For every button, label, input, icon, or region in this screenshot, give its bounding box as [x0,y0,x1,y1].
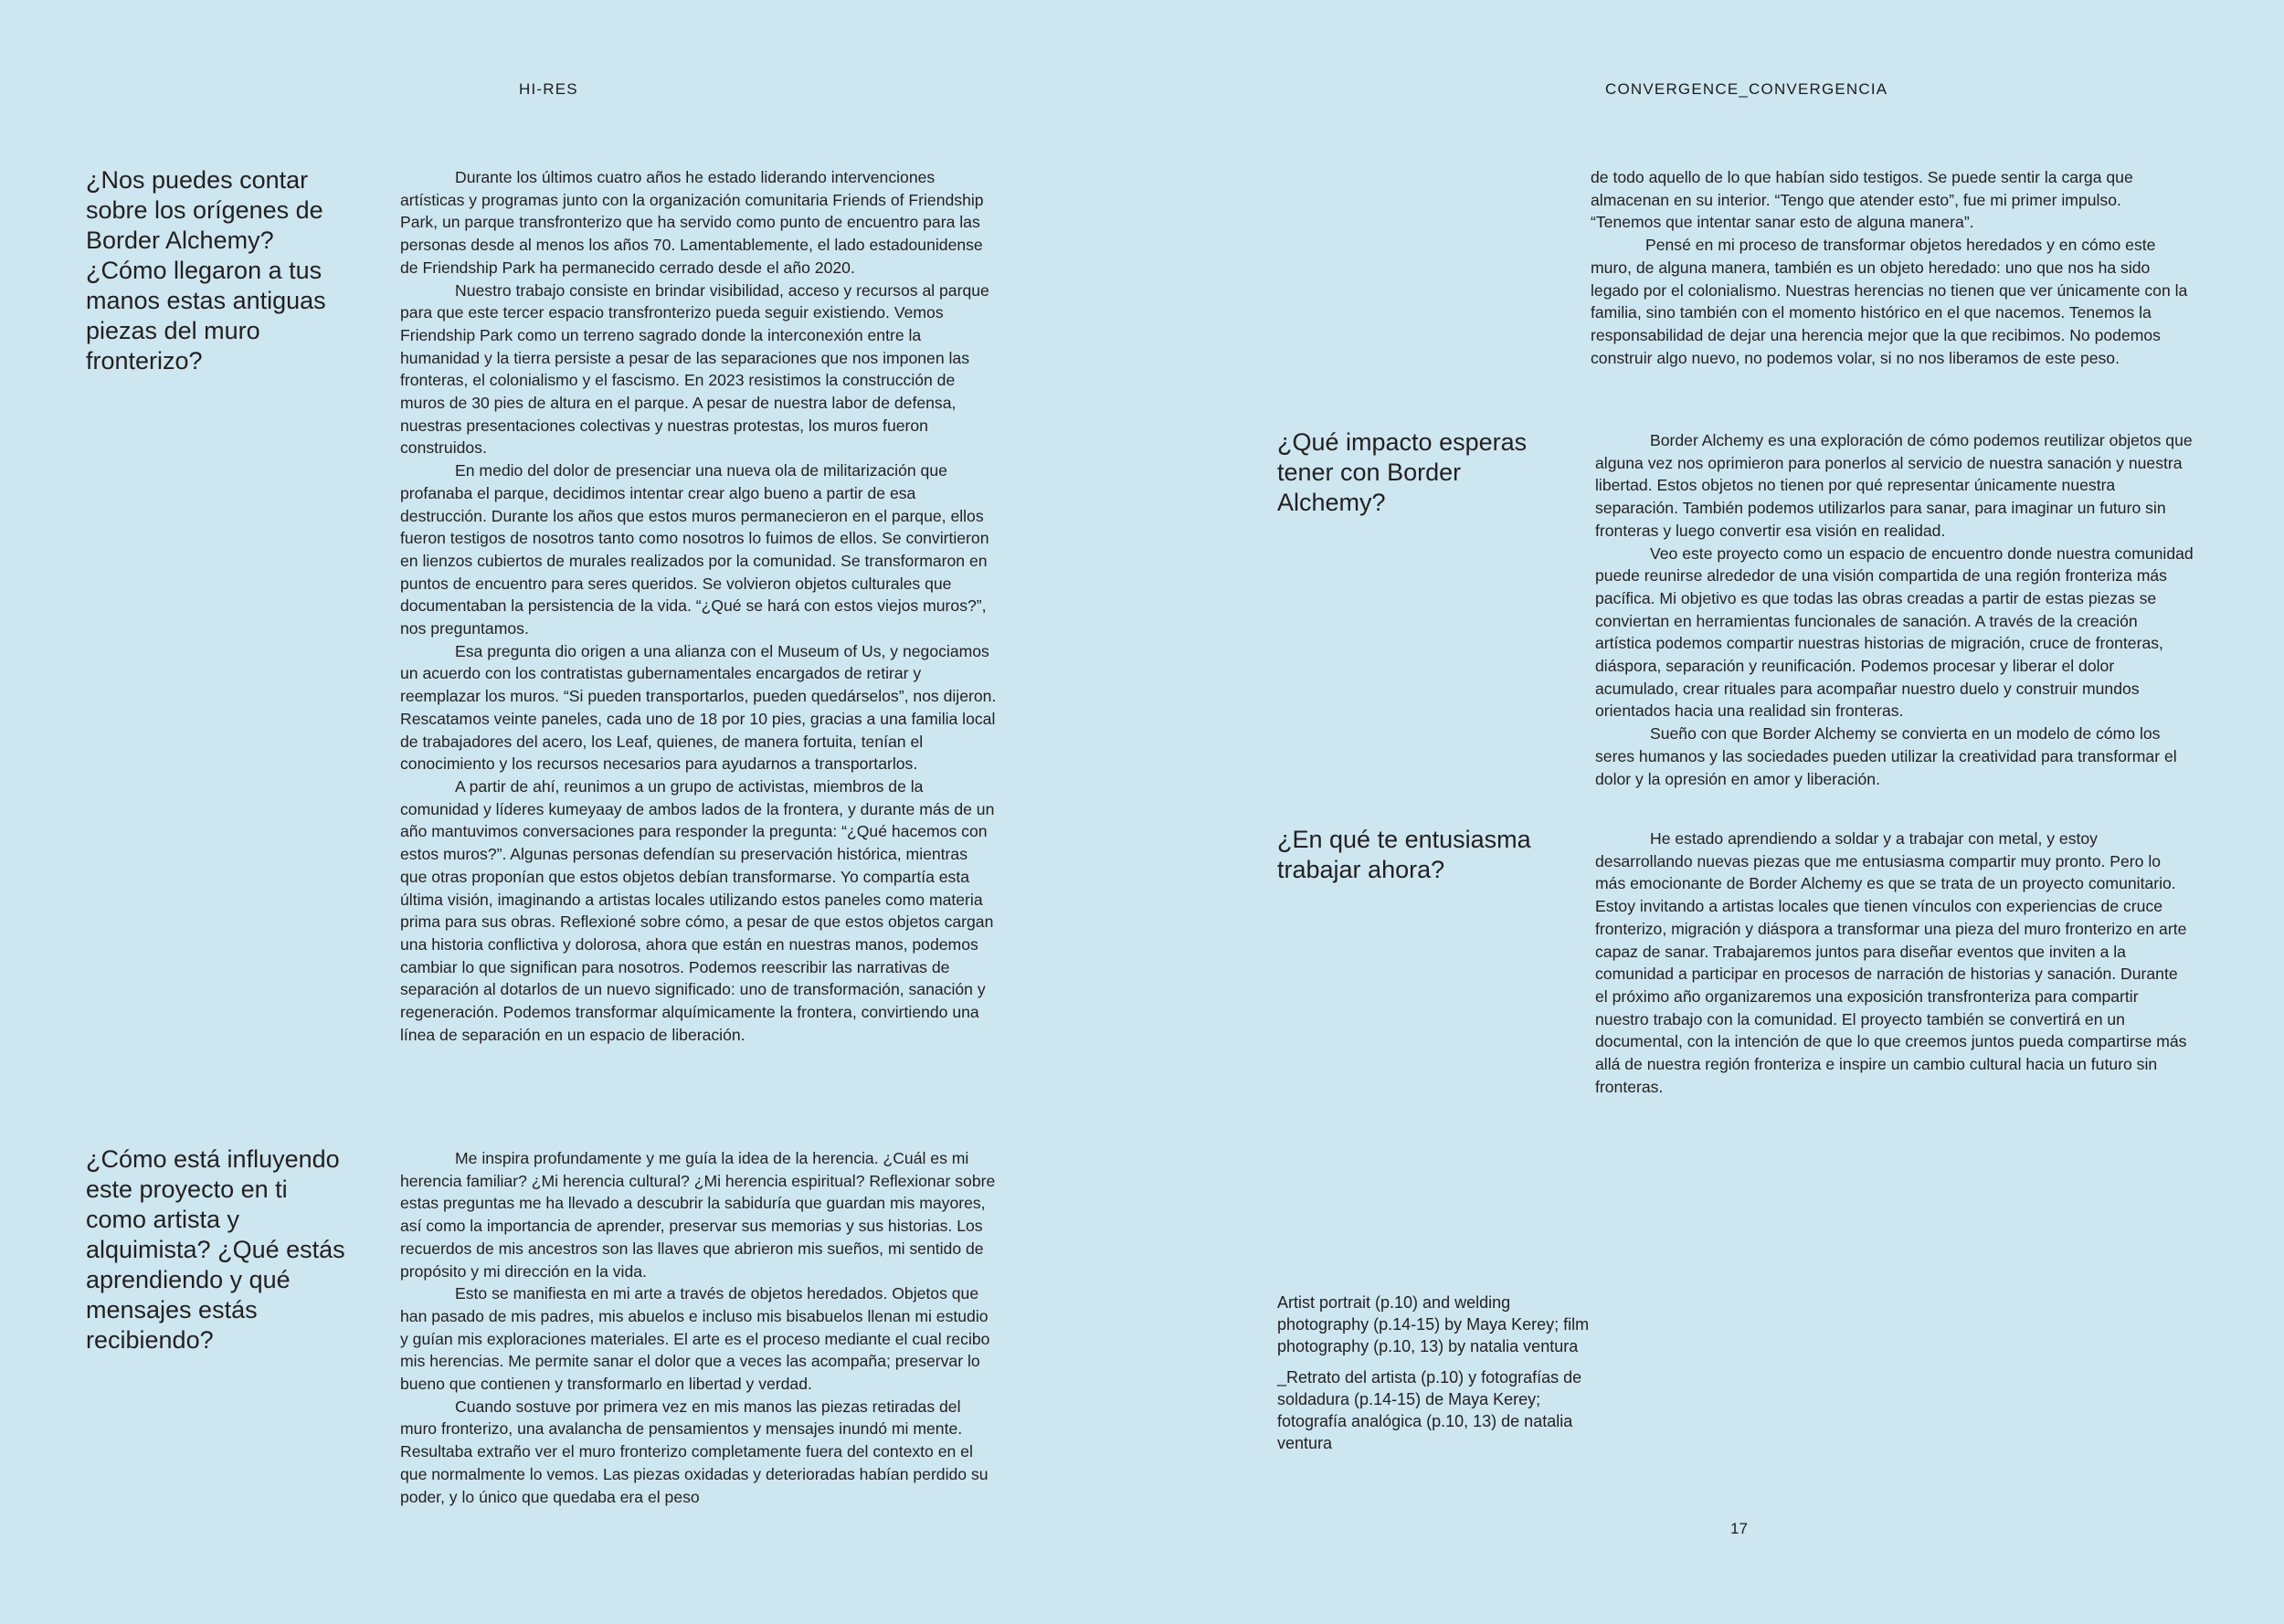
credits-spanish: _Retrato del artista (p.10) y fotografías de soldadura (p.14-15) de Maya Kerey; fotografía analógica (p.10, 13) de natalia ventura [1277,1368,1582,1452]
paragraph: Veo este proyecto como un espacio de encuentro donde nuestra comunidad puede reunirse alrededor de una visión compartida de una región fronteriza más pacífica. Mi objetivo es que todas las obras creadas a partir de estas piezas se conviertan en herramientas funcionales de sanación. A través de la creación artística podemos compartir nuestras historias de migración, cruce de fronteras, diáspora, separación y reunificación. Podemos procesar y liberar el dolor acumulado, crear rituales para acompañar nuestro duelo y construir mundos orientados hacia una realidad sin fronteras. [1595,543,2194,721]
page-number: 17 [1730,1520,1748,1537]
answer-influence [400,1147,999,1508]
paragraph: A partir de ahí, reunimos a un grupo de activistas, miembros de la comunidad y líderes kumeyaay de ambos lados de la frontera, y durante más de un año mantuvimos conversaciones para responder la pregunta: “¿Qué hacemos con estos muros?”. Algunas personas defendían su preservación histórica, mientras que otras proponían que estos objetos debían transformarse. Yo compartía esta última visión, imaginando a artistas locales utilizando estos paneles como materia prima para sus obras. Reflexioné sobre cómo, a pesar de que estos objetos cargan una historia conflictiva y dolorosa, ahora que están en nuestras manos, podemos cambiar lo que significan para nosotros. Podemos reescribir las narrativas de separación al dotarlos de un nuevo significado: uno de transformación, sanación y regeneración. Podemos transformar alquímicamente la frontera, convirtiendo una línea de separación en un espacio de liberación. [400,776,995,1044]
answer-origins [400,166,999,1046]
paragraph: Me inspira profundamente y me guía la idea de la herencia. ¿Cuál es mi herencia familiar? ¿Mi herencia cultural? ¿Mi herencia espiritual? Reflexionar sobre estas preguntas me ha llevado a descubrir la sabiduría que guardan mis mayores, así como la importancia de aprender, preservar sus memorias y sus historias. Los recuerdos de mis ancestros son las llaves que abrieron mis sueños, mi sentido de propósito y mi dirección en la vida. [400,1149,996,1281]
answer-excitement [1595,828,2194,1098]
question-origins: ¿Nos puedes contar sobre los orígenes de Border Alchemy? ¿Cómo llegaron a tus manos estas antiguas piezas del muro fronterizo? [86,166,326,374]
credits-english: Artist portrait (p.10) and welding photography (p.14-15) by Maya Kerey; film photography (p.10, 13) by natalia ventura [1277,1293,1590,1355]
question-influence: ¿Cómo está influyendo este proyecto en ti como artista y alquimista? ¿Qué estás aprendiendo y qué mensajes estás recibiendo? [86,1145,345,1354]
paragraph: Cuando sostuve por primera vez en mis manos las piezas retiradas del muro fronterizo, una avalancha de pensamientos y mensajes inundó mi mente. Resultaba extraño ver el muro fronterizo completamente fuera del contexto en el que normalmente lo vemos. Las piezas oxidadas y deterioradas habían perdido su poder, y lo único que quedaba era el peso [400,1397,989,1506]
paragraph: He estado aprendiendo a soldar y a trabajar con metal, y estoy desarrollando nuevas piezas que me entusiasma compartir muy pronto. Pero lo más emocionante de Border Alchemy es que se trata de un proyecto comunitario. Estoy invitando a artistas locales que tienen vínculos con experiencias de cruce fronterizo, migración y diáspora a transformar una pieza del muro fronterizo en arte capaz de sanar. Trabajaremos juntos para diseñar eventos que inviten a la comunidad a participar en procesos de narración de historias y sanación. Durante el próximo año organizaremos una exposición transfronteriza para compartir nuestro trabajo con la comunidad. El proyecto también se convertirá en un documental, con la intención de que lo que creemos juntos pueda compartirse más allá de nuestra región fronteriza e inspire un cambio cultural hacia un futuro sin fronteras. [1595,829,2187,1096]
paragraph: Border Alchemy es una exploración de cómo podemos reutilizar objetos que alguna vez nos oprimieron para ponerlos al servicio de nuestra sanación y nuestra libertad. Estos objetos no tienen por qué representar únicamente nuestra separación. También podemos utilizarlos para sanar, para imaginar un futuro sin fronteras y luego convertir esa visión en realidad. [1595,431,2193,540]
paragraph: Esto se manifiesta en mi arte a través de objetos heredados. Objetos que han pasado de mis padres, mis abuelos e incluso mis bisabuelos llenan mi estudio y guían mis exploraciones materiales. El arte es el proceso mediante el cual recibo mis herencias. Me permite sanar el dolor que a veces las acompaña; preservar lo bueno que contienen y transformarlo en libertad y verdad. [400,1284,990,1394]
running-header-right: CONVERGENCE_CONVERGENCIA [1605,80,1888,98]
question-excitement: ¿En qué te entusiasma trabajar ahora? [1277,826,1531,883]
paragraph: Durante los últimos cuatro años he estado liderando intervenciones artísticas y programas junto con la organización comunitaria Friends of Friendship Park, un parque transfronterizo que ha servido como punto de encuentro para las personas desde al menos los años 70. Lamentablemente, el lado estadounidense de Friendship Park ha permanecido cerrado desde el año 2020. [400,168,984,277]
question-impact: ¿Qué impacto esperas tener con Border Alchemy? [1277,428,1528,516]
paragraph: Esa pregunta dio origen a una alianza con el Museum of Us, y negociamos un acuerdo con los contratistas gubernamentales encargados de retirar y reemplazar los muros. “Si pueden transportarlos, pueden quedárselos”, nos dijeron. Rescatamos veinte paneles, cada uno de 18 por 10 pies, gracias a una familia local de trabajadores del acero, los Leaf, quienes, de manera fortuita, tenían el conocimiento y los recursos necesarios para ayudarnos a transportarlos. [400,641,997,774]
paragraph: de todo aquello de lo que habían sido testigos. Se puede sentir la carga que almacenan en su interior. “Tengo que atender esto”, fue mi primer impulso. “Tenemos que intentar sanar esto de alguna manera”. [1591,168,2133,232]
paragraph: Pensé en mi proceso de transformar objetos heredados y en cómo este muro, de alguna manera, también es un objeto heredado: uno que nos ha sido legado por el colonialismo. Nuestras herencias no tienen que ver únicamente con la familia, sino también con el momento histórico en el que nacemos. Tenemos la responsabilidad de dejar una herencia mejor que la que recibimos. No podemos construir algo nuevo, no podemos volar, si no nos liberamos de este peso. [1591,236,2188,367]
photo-credits [1277,1292,1606,1463]
paragraph: En medio del dolor de presenciar una nueva ola de militarización que profanaba el parque, decidimos intentar crear algo bueno a partir de esa destrucción. Durante los años que estos muros permanecieron en el parque, ellos fueron testigos de nosotros tanto como nosotros lo fuimos de ellos. Se convirtieron en lienzos cubiertos de murales realizados por la comunidad. Se transformaron en puntos de encuentro para seres queridos. Se volvieron objetos culturales que documentaban la persistencia de la vida. “¿Qué se hará con estos viejos muros?”, nos preguntamos. [400,461,989,638]
answer-influence-continued [1591,166,2189,369]
paragraph: Sueño con que Border Alchemy se convierta en un modelo de cómo los seres humanos y las sociedades pueden utilizar la creatividad para transformar el dolor y la opresión en amor y liberación. [1595,724,2177,788]
answer-impact [1595,429,2194,790]
paragraph: Nuestro trabajo consiste en brindar visibilidad, acceso y recursos al parque para que este tercer espacio transfronterizo pueda seguir existiendo. Vemos Friendship Park como un terreno sagrado donde la interconexión entre la humanidad y la tierra persiste a pesar de las separaciones que nos imponen las fronteras, el colonialismo y el fascismo. En 2023 resistimos la construcción de muros de 30 pies de altura en el parque. A pesar de nuestra labor de defensa, nuestras presentaciones colectivas y nuestras protestas, los muros fueron construidos. [400,280,989,458]
running-header-left: HI-RES [519,80,578,98]
